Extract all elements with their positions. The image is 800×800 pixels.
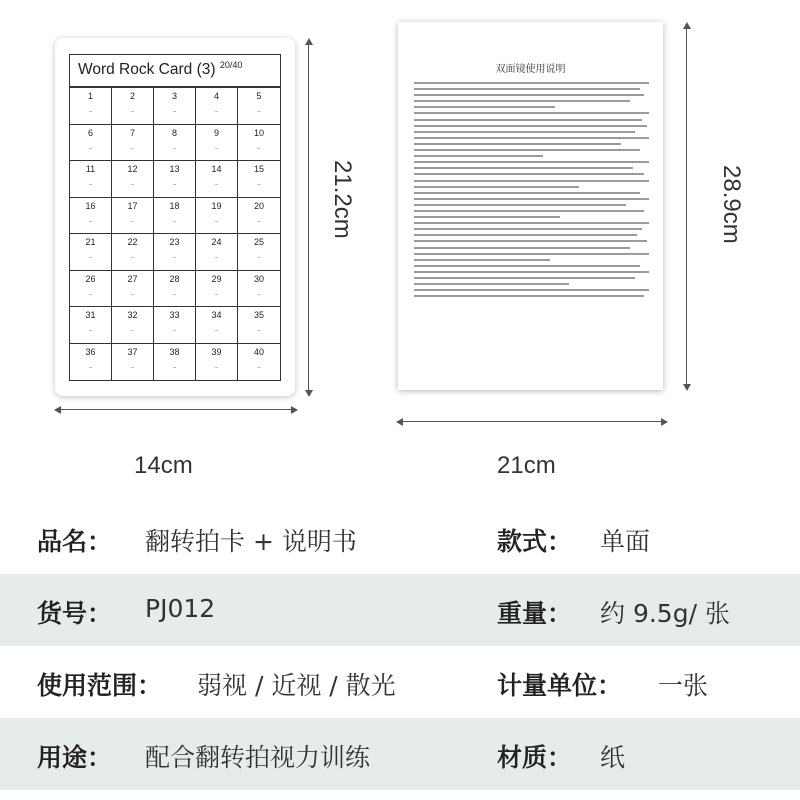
card-cell-number: 4 — [213, 91, 219, 101]
card-cell — [238, 271, 280, 308]
sheet-text-line — [414, 253, 649, 255]
arrow-down-icon — [683, 384, 691, 391]
card-cell-number: 14 — [211, 164, 222, 174]
card-width-label: 14cm — [134, 452, 193, 479]
spec-label: 品名： — [37, 527, 113, 556]
card-title-text: Word Rock Card (3) — [78, 61, 216, 79]
card-cell-optotype: – — [257, 289, 261, 298]
sheet-text-line — [414, 131, 635, 133]
card-cell-optotype: – — [214, 107, 219, 115]
card-width-line — [58, 409, 294, 410]
card-cell — [70, 125, 112, 162]
card-cell-optotype: – — [172, 143, 177, 152]
card-cell-optotype: – — [130, 362, 135, 371]
card-cell — [196, 344, 238, 381]
card-cell-optotype: – — [172, 289, 177, 298]
arrow-up-icon — [305, 38, 313, 45]
sheet-text-line — [414, 234, 637, 236]
card-cell-number: 32 — [127, 310, 138, 320]
card-cell-optotype: – — [130, 180, 135, 188]
card-cell-number: 13 — [169, 164, 180, 174]
sheet-text-line — [414, 186, 579, 188]
card-cell-number: 21 — [85, 237, 96, 247]
spec-value: PJ012 — [145, 594, 216, 623]
spec-row — [0, 718, 800, 790]
arrow-down-icon — [305, 390, 313, 397]
card-cell — [70, 344, 112, 381]
card-cell-optotype: – — [214, 143, 219, 152]
spec-label: 计量单位： — [497, 671, 623, 700]
card-cell-number: 1 — [87, 91, 93, 101]
card-cell-number: 29 — [211, 273, 222, 284]
card-cell-optotype: – — [257, 143, 261, 152]
card-cell-optotype: – — [214, 362, 219, 371]
card-cell-optotype: – — [257, 180, 261, 188]
card-cell — [238, 307, 280, 344]
sheet-text-line — [414, 216, 560, 218]
sheet-text-line — [414, 125, 647, 127]
card-cell-number: 20 — [253, 200, 264, 211]
card-cell — [154, 161, 196, 198]
card-cell — [196, 271, 238, 308]
card-cell-number: 38 — [169, 346, 180, 357]
sheet-text-line — [414, 204, 626, 206]
card-cell-optotype: – — [214, 216, 219, 225]
card-cell-optotype: – — [257, 362, 261, 371]
arrow-right-icon — [661, 418, 668, 426]
sheet-text-line — [414, 94, 644, 96]
spec-value: 约 9.5g/ 张 — [600, 599, 730, 628]
card-cell — [196, 88, 238, 125]
card-grid — [69, 87, 281, 381]
sheet-text-line — [414, 149, 640, 151]
card-title — [78, 60, 242, 79]
arrow-right-icon — [291, 406, 298, 414]
sheet-text-line — [414, 100, 630, 102]
card-cell-number: 15 — [253, 164, 264, 174]
card-cell-number: 23 — [169, 237, 180, 247]
instruction-sheet — [398, 22, 663, 390]
sheet-text-line — [414, 198, 649, 200]
card-cell-number: 33 — [169, 310, 180, 320]
card-cell — [196, 161, 238, 198]
sheet-text-line — [414, 228, 642, 230]
sheet-text-line — [414, 173, 644, 175]
card-cell-optotype: – — [172, 216, 177, 225]
card-cell — [238, 88, 280, 125]
card-cell-optotype: – — [88, 180, 93, 188]
card-cell-optotype: – — [172, 180, 177, 188]
spec-label: 使用范围： — [37, 671, 163, 700]
card-cell-optotype: – — [130, 143, 135, 152]
card-cell-number: 34 — [211, 310, 222, 320]
card-cell-number: 8 — [171, 127, 177, 138]
card-cell-number: 26 — [85, 273, 96, 284]
card-cell-optotype: – — [130, 253, 135, 261]
card-cell-number: 35 — [253, 310, 264, 320]
card-cell-optotype: – — [88, 289, 93, 298]
sheet-text-line — [414, 240, 647, 242]
card-cell-number: 31 — [85, 310, 96, 320]
card-cell-optotype: – — [257, 326, 261, 334]
card-cell — [154, 234, 196, 271]
sheet-text-line — [414, 210, 644, 212]
card-cell-number: 11 — [85, 164, 96, 174]
card-cell — [238, 125, 280, 162]
sheet-width-line — [400, 421, 664, 422]
card-cell-optotype: – — [172, 362, 177, 371]
card-cell-optotype: – — [257, 216, 261, 225]
card-cell — [70, 307, 112, 344]
spec-value: 纸 — [600, 743, 626, 772]
card-title-box — [69, 54, 281, 87]
spec-label: 款式： — [497, 527, 573, 556]
card-cell — [154, 198, 196, 235]
sheet-text-line — [414, 265, 640, 267]
card-cell — [154, 271, 196, 308]
card-cell — [112, 198, 154, 235]
card-cell-number: 40 — [253, 346, 264, 357]
sheet-text-line — [414, 180, 649, 182]
spec-row — [0, 646, 800, 718]
sheet-text-line — [414, 119, 642, 121]
card-cell — [112, 125, 154, 162]
card-cell — [196, 234, 238, 271]
card-cell-number: 17 — [127, 200, 138, 211]
spec-row — [0, 502, 800, 574]
card-cell — [70, 234, 112, 271]
card-cell-number: 9 — [213, 127, 219, 138]
sheet-text-block — [414, 82, 649, 372]
card-cell — [154, 307, 196, 344]
spec-label: 重量： — [497, 599, 573, 628]
sheet-text-line — [414, 106, 555, 108]
card-height-line — [308, 42, 309, 394]
spec-label: 材质： — [497, 743, 573, 772]
card-cell-number: 3 — [171, 91, 177, 101]
card-cell-number: 24 — [211, 237, 222, 247]
card-cell — [112, 307, 154, 344]
sheet-text-line — [414, 137, 649, 139]
card-height-label: 21.2cm — [329, 160, 356, 239]
spec-row — [0, 574, 800, 646]
card-cell-optotype: – — [172, 253, 177, 261]
card-cell — [112, 344, 154, 381]
card-cell — [154, 88, 196, 125]
card-cell — [154, 344, 196, 381]
card-cell-optotype: – — [214, 253, 219, 261]
spec-value: 单面 — [600, 527, 651, 556]
sheet-text-line — [414, 155, 543, 157]
sheet-text-line — [414, 259, 550, 261]
card-cell-number: 27 — [127, 273, 138, 284]
card-cell-number: 7 — [129, 127, 135, 138]
spec-label: 货号： — [37, 599, 113, 628]
card-cell-optotype: – — [214, 326, 219, 334]
card-cell-optotype: – — [88, 326, 93, 334]
card-cell — [70, 271, 112, 308]
card-cell-optotype: – — [257, 107, 261, 115]
spec-value: 翻转拍卡 + 说明书 — [145, 527, 357, 556]
sheet-height-label: 28.9cm — [718, 165, 745, 244]
sheet-text-line — [414, 82, 649, 84]
sheet-text-line — [414, 222, 649, 224]
card-cell-optotype: – — [130, 289, 135, 298]
sheet-text-line — [414, 283, 569, 285]
word-rock-card — [55, 38, 295, 396]
card-cell-number: 30 — [253, 273, 264, 284]
card-cell-optotype: – — [214, 180, 219, 188]
card-cell-number: 19 — [211, 200, 222, 211]
card-cell — [154, 125, 196, 162]
sheet-height-line — [686, 26, 687, 388]
card-cell — [70, 198, 112, 235]
card-cell-number: 37 — [127, 346, 138, 357]
card-cell-number: 5 — [256, 91, 262, 101]
card-cell-number: 2 — [129, 91, 135, 101]
card-cell — [112, 271, 154, 308]
card-cell-number: 12 — [127, 164, 138, 174]
card-cell-optotype: – — [214, 289, 219, 298]
card-cell — [70, 88, 112, 125]
sheet-text-line — [414, 112, 649, 114]
sheet-text-line — [414, 247, 630, 249]
card-cell-number: 39 — [211, 346, 222, 357]
card-cell-number: 22 — [127, 237, 138, 247]
card-cell-optotype: – — [88, 107, 93, 115]
sheet-width-label: 21cm — [497, 452, 556, 479]
sheet-title: 双面镜使用说明 — [495, 64, 566, 75]
card-cell — [196, 307, 238, 344]
card-cell-optotype: – — [88, 253, 93, 261]
card-cell-optotype: – — [130, 107, 135, 115]
sheet-text-line — [414, 271, 649, 273]
card-cell-optotype: – — [172, 107, 177, 115]
card-cell-optotype: – — [88, 362, 93, 371]
spec-value: 配合翻转拍视力训练 — [145, 743, 371, 772]
card-cell-number: 10 — [253, 127, 264, 138]
spec-label: 用途： — [37, 743, 113, 772]
sheet-text-line — [414, 295, 644, 297]
card-cell — [238, 344, 280, 381]
card-cell — [196, 198, 238, 235]
card-cell-number: 16 — [85, 200, 96, 211]
card-cell-optotype: – — [130, 326, 135, 334]
sheet-text-line — [414, 88, 640, 90]
card-cell-number: 25 — [253, 237, 264, 247]
sheet-text-line — [414, 143, 621, 145]
card-cell-optotype: – — [172, 326, 177, 334]
sheet-text-line — [414, 167, 633, 169]
card-cell — [112, 88, 154, 125]
arrow-up-icon — [683, 22, 691, 29]
sheet-text-line — [414, 277, 635, 279]
sheet-text-line — [414, 192, 640, 194]
card-cell-number: 36 — [85, 346, 96, 357]
card-cell — [112, 161, 154, 198]
arrow-left-icon — [396, 418, 403, 426]
card-cell — [238, 161, 280, 198]
spec-value: 弱视 / 近视 / 散光 — [197, 671, 396, 700]
arrow-left-icon — [54, 406, 61, 414]
card-cell — [112, 234, 154, 271]
card-cell-number: 28 — [169, 273, 180, 284]
card-cell-optotype: – — [130, 216, 135, 225]
card-cell-number: 18 — [169, 200, 180, 211]
card-cell — [238, 234, 280, 271]
card-cell — [238, 198, 280, 235]
card-cell-optotype: – — [88, 216, 93, 225]
sheet-text-line — [414, 161, 649, 163]
card-title-fraction: 20/40 — [219, 60, 243, 70]
spec-value: 一张 — [658, 671, 709, 700]
card-cell-number: 6 — [87, 127, 93, 138]
card-cell — [70, 161, 112, 198]
card-cell-optotype: – — [257, 253, 261, 261]
card-cell — [196, 125, 238, 162]
sheet-text-line — [414, 289, 649, 291]
card-cell-optotype: – — [88, 143, 93, 152]
